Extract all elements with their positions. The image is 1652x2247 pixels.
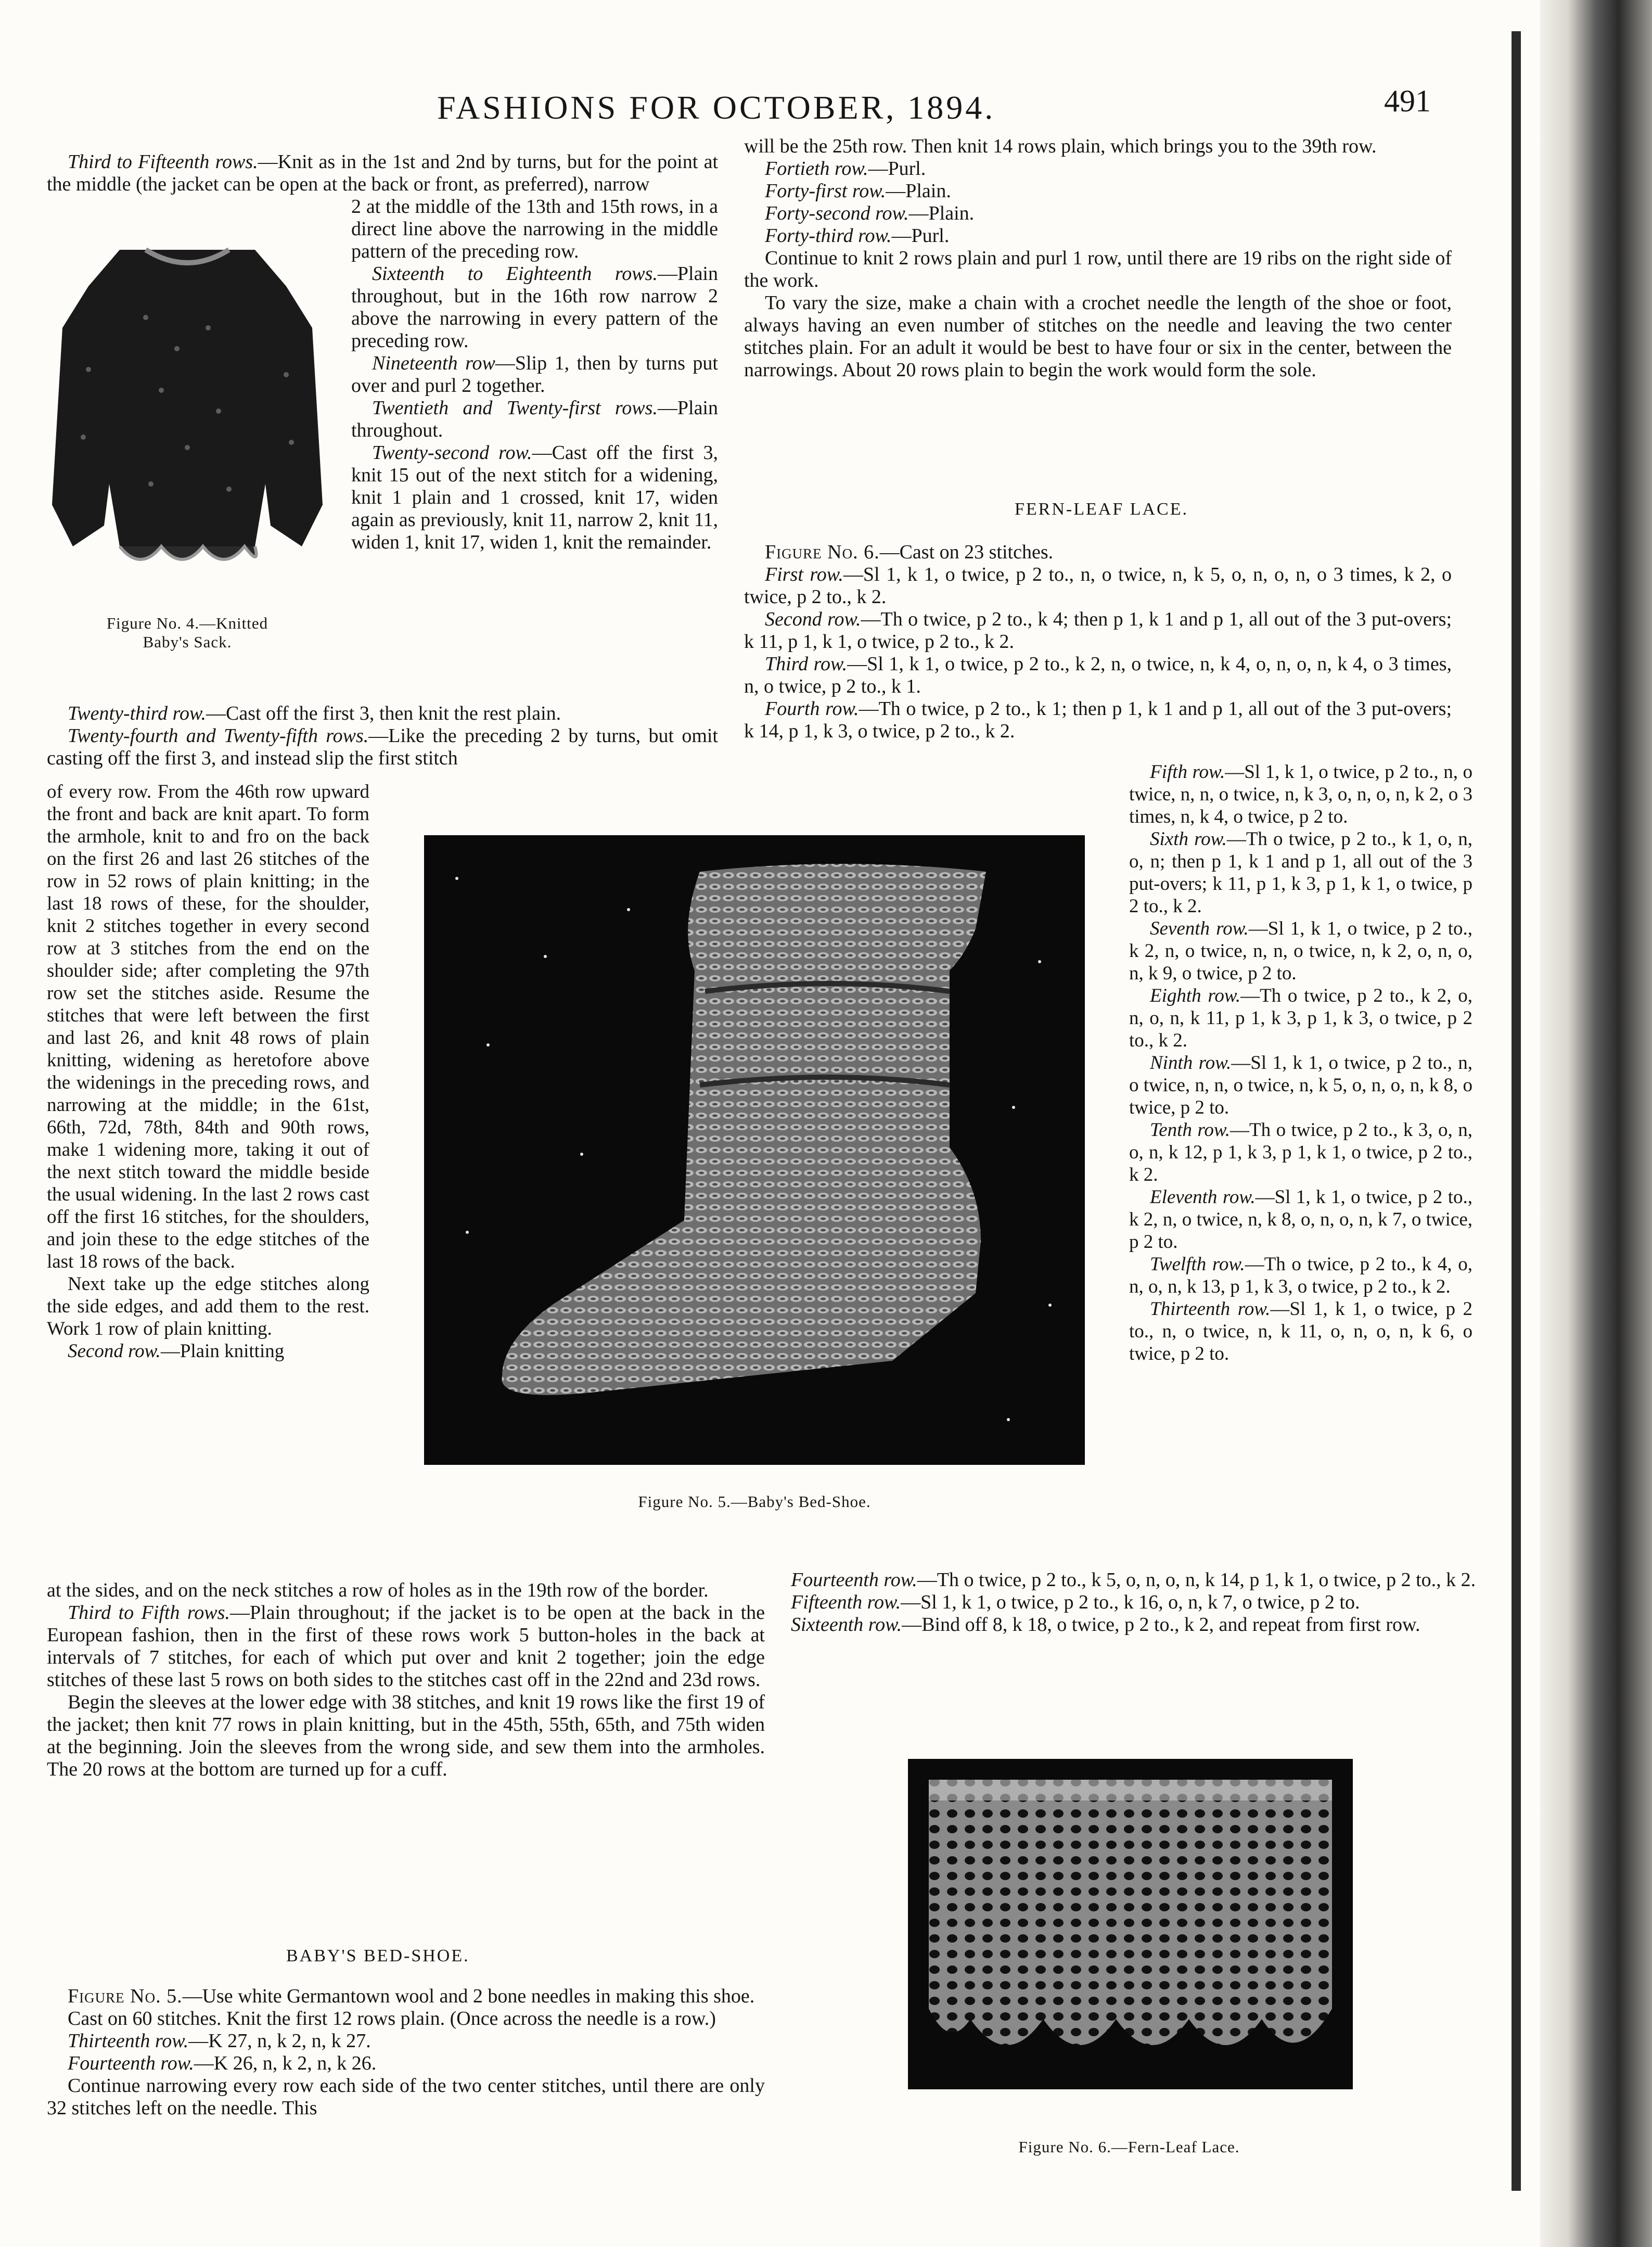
bed-shoe-instructions bbox=[47, 1985, 765, 2120]
row-label: Fifth row. bbox=[1150, 761, 1225, 783]
row-text: —Plain. bbox=[908, 202, 975, 224]
row-text: —Sl 1, k 1, o twice, p 2 to., n, o twice, n, k 5, o, n, o, n, o 3 times, k 2, o twice, p 2 to., k 2. bbox=[744, 564, 1452, 608]
row-text: —Th o twice, p 2 to., k 1; then p 1, k 1 and p 1, all out of the 3 put-overs; k 14, p 1, k 3, o twice, p 2 to., k 2. bbox=[744, 698, 1452, 742]
row-label: Third row. bbox=[765, 653, 848, 675]
row-label: Fortieth row. bbox=[765, 158, 868, 180]
row-label: Thirteenth row. bbox=[68, 2030, 189, 2052]
row-text: —Cast off the first 3, then knit the rest plain. bbox=[206, 703, 561, 724]
row-text: —Sl 1, k 1, o twice, p 2 to., n, o twice, n, n, o twice, n, k 3, o, n, o, n, k 2, o 3 times, n, k 4, o twice, p 2 to. bbox=[1129, 761, 1472, 827]
page-binding-edge bbox=[1540, 0, 1652, 2247]
row-label: Second row. bbox=[765, 608, 861, 630]
page-number: 491 bbox=[1384, 84, 1431, 118]
row-text: —Plain. bbox=[886, 180, 951, 202]
row-label: Ninth row. bbox=[1150, 1052, 1232, 1074]
row-label: Figure No. 6. bbox=[765, 541, 880, 563]
row-text: —Sl 1, k 1, o twice, p 2 to., k 2, n, o twice, n, k 8, o, n, o, n, k 7, o twice, p 2 to. bbox=[1129, 1186, 1473, 1253]
row-label: Twenty-fourth and Twenty-fifth rows. bbox=[68, 725, 369, 747]
row-text: —K 27, n, k 2, n, k 27. bbox=[188, 2030, 371, 2052]
row-text: To vary the size, make a chain with a crochet needle the length of the shoe or foot, always having an even number of stitches on the needle and leaving the two center stitches plain. For an adult it would be best to have four or six in the center, between the narrowings. About 20 rows plain to begin the work would form the sole. bbox=[744, 292, 1452, 381]
figure-4-caption bbox=[42, 614, 333, 652]
knitted-sack-illustration bbox=[42, 213, 333, 588]
row-label: Thirteenth row. bbox=[1150, 1298, 1271, 1320]
row-label: Twelfth row. bbox=[1150, 1254, 1245, 1275]
row-label: Fourteenth row. bbox=[68, 2052, 194, 2074]
figure-5-bed-shoe-image bbox=[424, 835, 1085, 1465]
row-text: at the sides, and on the neck stitches a row of holes as in the 19th row of the border. bbox=[47, 1579, 709, 1601]
row-text: —Plain throughout; if the jacket is to be open at the back in the European fashion, then in the first of these rows work 5 button-holes in the back at intervals of 7 stitches, for each of which put over and knit 2 together; join the edge stitches of these last 5 rows on both sides to the stitches cast off in the 22nd and 23d rows. bbox=[47, 1602, 765, 1691]
row-text: —K 26, n, k 2, n, k 26. bbox=[194, 2052, 377, 2074]
row-text: Continue to knit 2 rows plain and purl 1 row, until there are 19 ribs on the right side of the work. bbox=[744, 247, 1452, 291]
row-label: Sixteenth to Eighteenth rows. bbox=[372, 263, 658, 285]
row-text: —Plain knitting bbox=[160, 1340, 285, 1362]
row-text: —Th o twice, p 2 to., k 2, o, n, o, n, k 11, p 1, k 3, p 1, k 3, o twice, p 2 to., k 2. bbox=[1129, 985, 1472, 1051]
figure-6-caption: Figure No. 6.—Fern-Leaf Lace. bbox=[1018, 2138, 1240, 2156]
left-mid-block bbox=[47, 703, 718, 770]
row-label: Forty-third row. bbox=[765, 225, 892, 247]
row-text: —Sl 1, k 1, o twice, p 2 to., k 2, n, o twice, n, n, o twice, n, k 2, o, n, o, n, k 9, o twice, p 2 to. bbox=[1129, 918, 1472, 984]
row-text: —Cast on 23 stitches. bbox=[879, 541, 1054, 563]
left-narrow-column bbox=[351, 196, 718, 554]
heading-babys-bed-shoe: BABY'S BED-SHOE. bbox=[286, 1946, 470, 1965]
heading-fern-leaf-lace: FERN-LEAF LACE. bbox=[1015, 500, 1188, 519]
row-label: Twenty-second row. bbox=[372, 442, 532, 464]
caption-line: Figure No. 4.—Knitted bbox=[106, 614, 268, 632]
row-label: Twentieth and Twenty-first rows. bbox=[372, 397, 658, 419]
row-text: —Sl 1, k 1, o twice, p 2 to., k 2, n, o twice, n, k 4, o, n, o, n, k 4, o 3 times, n, o twice, p 2 to., k 1. bbox=[744, 653, 1452, 697]
fern-lace-rows-14-16 bbox=[770, 1569, 1478, 1636]
row-text: —Bind off 8, k 18, o twice, p 2 to., k 2, and repeat from first row. bbox=[902, 1614, 1420, 1636]
row-label: Second row. bbox=[68, 1340, 161, 1362]
row-text: —Sl 1, k 1, o twice, p 2 to., n, o twice, n, n, o twice, n, k 5, o, n, o, n, k 8, o twice, p 2 to. bbox=[1129, 1052, 1472, 1118]
figure-6-fern-leaf-lace-image bbox=[908, 1759, 1353, 2089]
figure-4-knitted-sack-image bbox=[42, 213, 333, 588]
row-label: Fourteenth row. bbox=[791, 1569, 917, 1591]
row-text: Continue narrowing every row each side of the two center stitches, until there are only 32 stitches left on the needle. This bbox=[47, 2075, 765, 2119]
row-label: Eleventh row. bbox=[1150, 1186, 1256, 1208]
row-text: —Sl 1, k 1, o twice, p 2 to., k 16, o, n, k 7, o twice, p 2 to. bbox=[901, 1591, 1360, 1613]
row-text: of every row. From the 46th row upward the front and back are knit apart. To form the armhole, knit to and fro on the back on the first 26 and last 26 stitches of the row in 52 rows of plain knitting; in the last 18 rows of these, for the shoulder, knit 2 stitches together in every second row at 3 stitches from the end on the shoulder side; after completing the 97th row set the stitches aside. Resume the stitches that were left between the first and last 26, and knit 48 rows of plain knitting, widening as heretofore above the widenings in the preceding rows, and narrowing at the middle; in the 61st, 66th, 72d, 78th, 84th and 90th rows, make 1 widening more, taking it out of the next stitch toward the middle beside the usual widening. In the last 2 rows cast off the first 16 stitches, for the shoulders, and join these to the edge stitches of the last 18 rows of the back. bbox=[47, 781, 369, 1272]
row-text: —Cast off the first 3, knit 15 out of the next stitch for a widening, knit 1 plain and 1 crossed, knit 17, widen again as previously, knit 11, narrow 2, knit 11, widen 1, knit 17, widen 1, knit the remainder. bbox=[351, 442, 718, 553]
row-label: Seventh row. bbox=[1150, 918, 1249, 939]
bed-shoe-illustration bbox=[424, 835, 1085, 1465]
row-text: —Purl. bbox=[891, 225, 950, 247]
right-top-block bbox=[744, 135, 1452, 381]
row-text: —Knit as in the 1st and 2nd by turns, but for the point at the middle (the jacket can be open at the back or front, as preferred), narrow bbox=[47, 151, 718, 195]
row-text: 2 at the middle of the 13th and 15th rows, in a direct line above the narrowing in the middle pattern of the preceding row. bbox=[351, 196, 718, 262]
row-text: —Sl 1, k 1, o twice, p 2 to., n, o twice, n, k 11, o, n, o, n, k 6, o twice, p 2 to. bbox=[1129, 1298, 1472, 1364]
row-label: Sixth row. bbox=[1150, 828, 1227, 850]
caption-line: Baby's Sack. bbox=[143, 633, 232, 651]
row-text: —Purl. bbox=[868, 158, 926, 180]
row-label: Fifteenth row. bbox=[791, 1591, 901, 1613]
row-text: —Slip 1, then by turns put over and purl 2 together. bbox=[351, 352, 718, 397]
row-text: —Plain throughout, but in the 16th row narrow 2 above the narrowing in every pattern of the preceding row. bbox=[351, 263, 718, 352]
row-text: —Like the preceding 2 by turns, but omit casting off the first 3, and instead slip the first stitch bbox=[47, 725, 718, 769]
row-label: Eighth row. bbox=[1150, 985, 1241, 1006]
row-label: Forty-second row. bbox=[765, 202, 909, 224]
left-narrow-column-2 bbox=[47, 781, 369, 1362]
left-bottom-block bbox=[47, 1579, 765, 1781]
page-shadow-line bbox=[1512, 31, 1521, 2191]
row-text: Cast on 60 stitches. Knit the first 12 rows plain. (Once across the needle is a row.) bbox=[68, 2008, 716, 2029]
row-text: —Th o twice, p 2 to., k 1, o, n, o, n; then p 1, k 1 and p 1, all out of the 3 put-overs; k 11, p 1, k 3, p 1, k 1, o twice, p 2 to., k 2. bbox=[1129, 828, 1472, 917]
left-intro bbox=[47, 151, 718, 196]
row-text: —Th o twice, p 2 to., k 3, o, n, o, n, k 12, p 1, k 3, p 1, k 1, o twice, p 2 to., k 2. bbox=[1129, 1119, 1472, 1185]
row-label: Third to Fifteenth rows. bbox=[68, 151, 258, 173]
row-text: Next take up the edge stitches along the side edges, and add them to the rest. Work 1 row of plain knitting. bbox=[47, 1273, 369, 1339]
row-text: —Th o twice, p 2 to., k 5, o, n, o, n, k 14, p 1, k 1, o twice, p 2 to., k 2. bbox=[917, 1569, 1476, 1591]
row-label: Nineteenth row bbox=[372, 352, 495, 374]
row-label: Sixteenth row. bbox=[791, 1614, 902, 1636]
row-label: Figure No. 5. bbox=[68, 1985, 183, 2007]
row-label: Fourth row. bbox=[765, 698, 859, 720]
row-label: Tenth row. bbox=[1150, 1119, 1231, 1141]
row-text: will be the 25th row. Then knit 14 rows plain, which brings you to the 39th row. bbox=[744, 135, 1377, 157]
row-text: —Th o twice, p 2 to., k 4, o, n, o, n, k 13, p 1, k 3, o twice, p 2 to., k 2. bbox=[1129, 1254, 1472, 1297]
page-title: FASHIONS FOR OCTOBER, 1894. bbox=[437, 89, 996, 126]
fern-lace-rows-1-4 bbox=[744, 541, 1452, 743]
row-text: —Plain throughout. bbox=[351, 397, 718, 441]
row-text: —Th o twice, p 2 to., k 4; then p 1, k 1 and p 1, all out of the 3 put-overs; k 11, p 1, k 1, o twice, p 2 to., k 2. bbox=[744, 608, 1452, 653]
row-label: First row. bbox=[765, 564, 843, 585]
figure-5-caption: Figure No. 5.—Baby's Bed-Shoe. bbox=[638, 1492, 871, 1511]
row-label: Twenty-third row. bbox=[68, 703, 206, 724]
row-label: Third to Fifth rows. bbox=[68, 1602, 230, 1624]
row-text: —Use white Germantown wool and 2 bone needles in making this shoe. bbox=[182, 1985, 755, 2007]
fern-lace-rows-5-13 bbox=[1129, 761, 1472, 1365]
row-label: Forty-first row. bbox=[765, 180, 886, 202]
lace-illustration bbox=[908, 1759, 1353, 2089]
row-text: Begin the sleeves at the lower edge with 38 stitches, and knit 19 rows like the first 19 of the jacket; then knit 77 rows in plain knitting, but in the 45th, 55th, 65th, and 75th widen at the beginning. Join the sleeves from the wrong side, and sew them into the armholes. The 20 rows at the bottom are turned up for a cuff. bbox=[47, 1691, 765, 1780]
